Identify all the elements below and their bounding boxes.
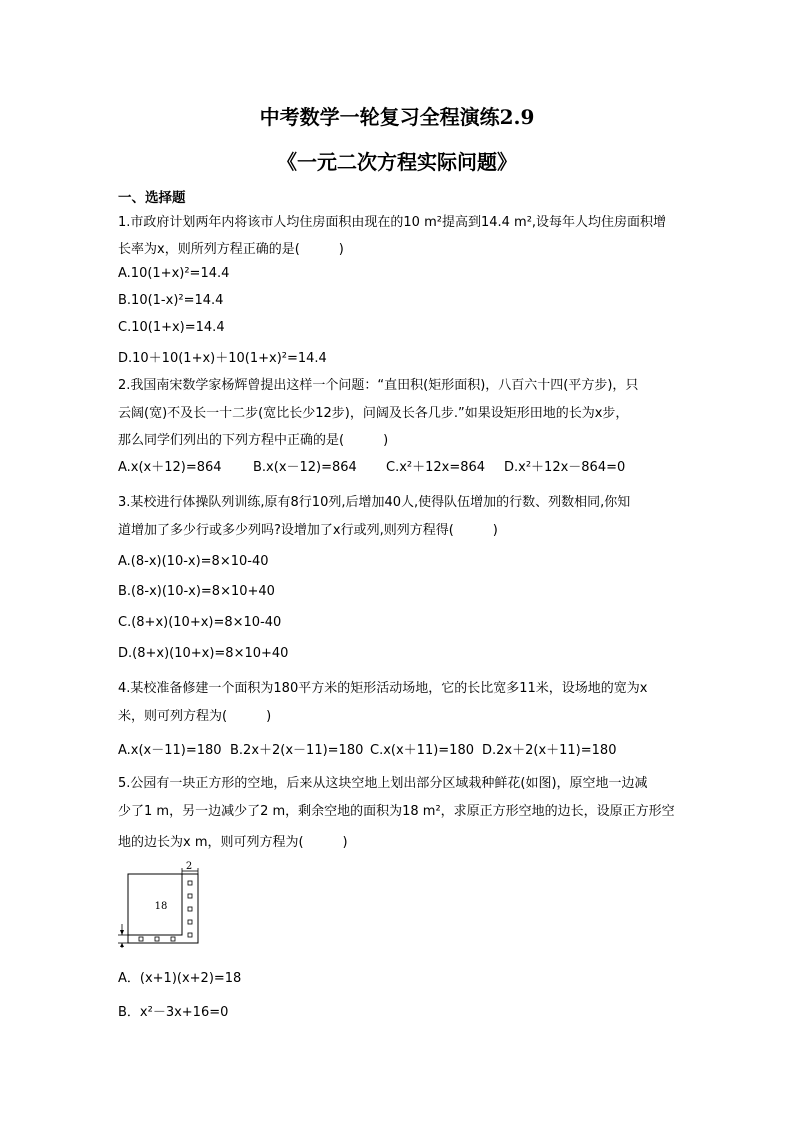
q2-options	[118, 456, 625, 475]
flower-marker	[188, 907, 192, 911]
q5-line-1: 5.公园有一块正方形的空地，后来从这块空地上划出部分区域栽种鲜花(如图)，原空地一边减	[118, 776, 648, 791]
q1-option-a: A.10(1+x)²=14.4	[118, 266, 230, 281]
title-line-2: 《一元二次方程实际问题》	[277, 150, 517, 174]
q2-line-2: 云阔(宽)不及长一十二步(宽比长少12步)，问阔及长各几步.”如果设矩形田地的长为x步，	[118, 406, 629, 421]
q3-line-1: 3.某校进行体操队列训练,原有8行10列,后增加40人,使得队伍增加的行数、列数相同,你知	[118, 495, 631, 510]
q4-option-b: B.2x＋2(x－11)=180	[230, 743, 364, 758]
q5-option-b: B．x²－3x+16=0	[118, 1005, 229, 1020]
q4-line-2: 米，则可列方程为( )	[118, 709, 272, 724]
flower-marker	[188, 894, 192, 898]
q4-option-c: C.x(x＋11)=180	[370, 743, 474, 758]
q3-option-c: C.(8+x)(10+x)=8×10-40	[118, 615, 282, 630]
q1-line-2: 长率为x，则所列方程正确的是( )	[118, 242, 344, 257]
flower-marker	[171, 937, 175, 941]
flower-marker	[188, 881, 192, 885]
section-heading: 一、选择题	[118, 190, 186, 206]
arrow-down-icon	[120, 930, 124, 935]
q5-line-2: 少了1 m，另一边减少了2 m，剩余空地的面积为18 m²，求原正方形空地的边长，设原正方形空	[118, 804, 675, 819]
garden-figure	[112, 858, 208, 948]
q3-option-d: D.(8+x)(10+x)=8×10+40	[118, 646, 289, 661]
q4-options	[118, 739, 616, 758]
q5-line-3: 地的边长为x m，则可列方程为( )	[118, 835, 348, 850]
flower-marker	[155, 937, 159, 941]
q2-line-3: 那么同学们列出的下列方程中正确的是( )	[118, 433, 389, 448]
q4-line-1: 4.某校准备修建一个面积为180平方米的矩形活动场地，它的长比宽多11米，设场地的宽为x	[118, 681, 648, 696]
flower-marker	[139, 937, 143, 941]
arrow-up-icon	[120, 943, 124, 947]
q4-option-d: D.2x＋2(x＋11)=180	[482, 743, 617, 758]
flower-marker	[188, 933, 192, 937]
q2-option-d: D.x²＋12x－864=0	[504, 460, 626, 475]
q1-option-d: D.10＋10(1+x)＋10(1+x)²=14.4	[118, 351, 327, 366]
q2-option-b: B.x(x－12)=864	[253, 460, 357, 475]
q3-option-b: B.(8-x)(10-x)=8×10+40	[118, 584, 275, 599]
q2-option-c: C.x²＋12x=864	[386, 460, 486, 475]
q3-option-a: A.(8-x)(10-x)=8×10-40	[118, 554, 269, 569]
q3-line-2: 道增加了多少行或多少列吗?设增加了x行或列,则列方程得( )	[118, 523, 498, 538]
q1-line-1: 1.市政府计划两年内将该市人均住房面积由现在的10 m²提高到14.4 m²,设每年人均住房面积增	[118, 215, 667, 230]
q4-option-a: A.x(x－11)=180	[118, 743, 222, 758]
q5-option-a: A．(x+1)(x+2)=18	[118, 971, 242, 986]
figure-top-label: 2	[185, 861, 193, 872]
figure-area-label: 18	[154, 901, 168, 912]
q1-option-b: B.10(1-x)²=14.4	[118, 293, 224, 308]
q1-option-c: C.10(1+x)=14.4	[118, 320, 225, 335]
q2-option-a: A.x(x＋12)=864	[118, 460, 222, 475]
title-line-1: 中考数学一轮复习全程演练2.9	[259, 105, 535, 129]
q2-line-1: 2.我国南宋数学家杨辉曾提出这样一个问题：“直田积(矩形面积)，八百六十四(平方步)，只	[118, 378, 639, 393]
flower-marker	[188, 920, 192, 924]
